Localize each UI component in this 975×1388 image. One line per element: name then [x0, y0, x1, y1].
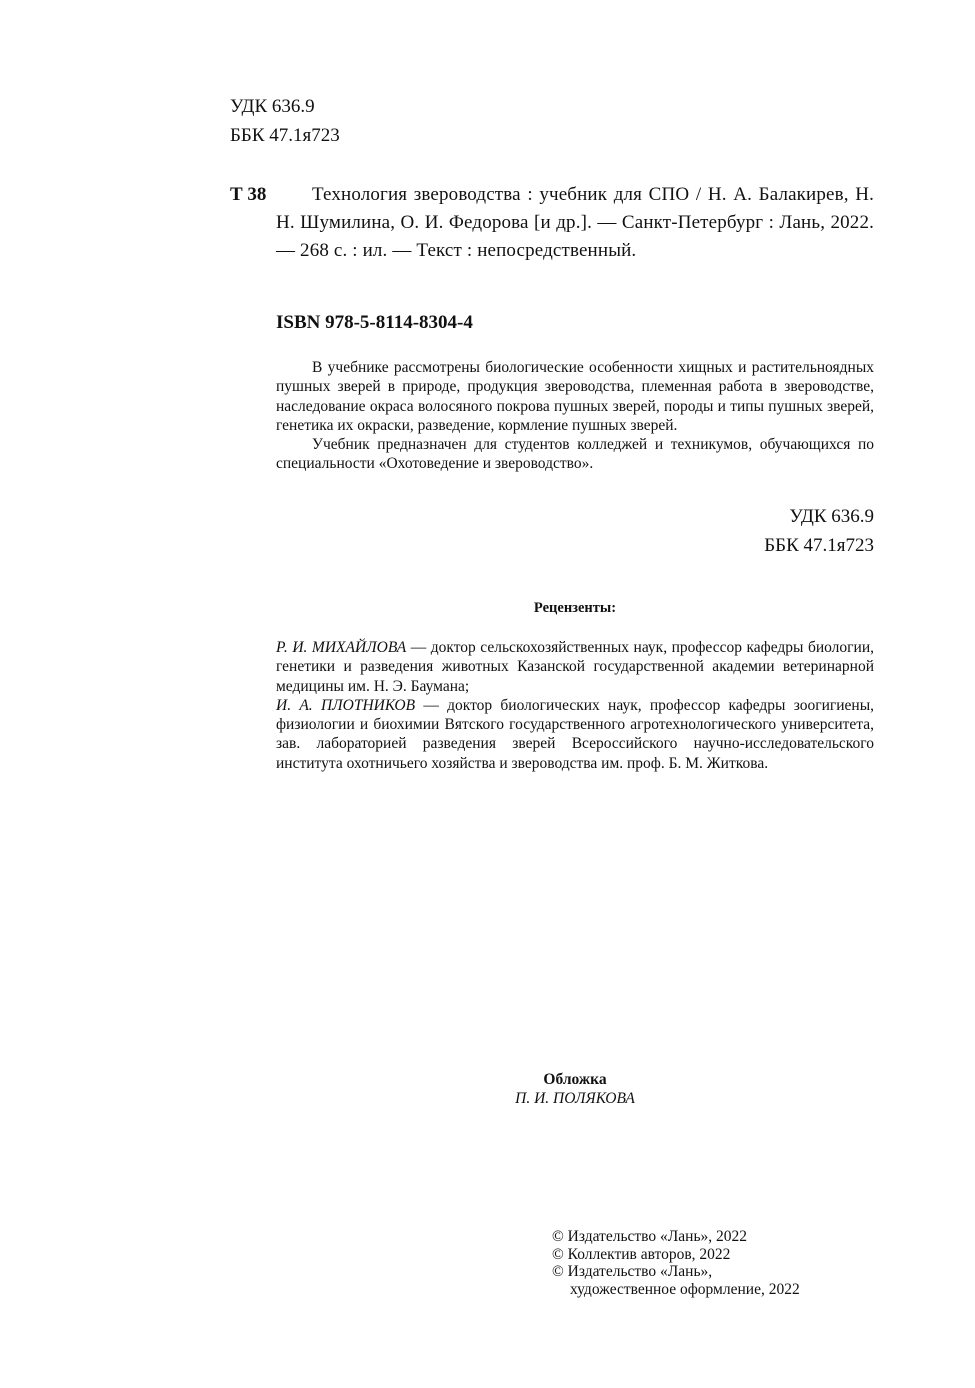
copyright-line: © Издательство «Лань», 2022: [552, 1228, 748, 1245]
annotation-paragraph: В учебнике рассмотрены биологические особенности хищных и растительноядных пушных зверей в природе, продукция звероводства, племенная работа в звероводстве, наследование окраса волосяного покрова пушных зверей, породы и типы пушных зверей, генетика их окраски, разведение, кормление пушных зверей.: [276, 359, 874, 434]
isbn: ISBN 978-5-8114-8304-4: [276, 312, 473, 333]
author-mark: Т 38: [230, 184, 267, 205]
reviewer-entry: [276, 696, 874, 773]
cover-label: Обложка: [543, 1071, 607, 1088]
udk-bbk-footer: [600, 502, 874, 560]
cover-credit: [276, 1070, 874, 1108]
reviewers-list: [276, 638, 874, 773]
copyright-line: © Коллектив авторов, 2022: [552, 1245, 731, 1263]
bbk-code: ББК 47.1я723: [230, 125, 340, 146]
reviewer-description: — доктор биологических наук, профессор кафедры зоогигиены, физиологии и биохимии Вятского государственного агротехнологического университета, зав. лабораторией разведения зверей Всероссийского научно-исследовательского института охотничьего хозяйства и звероводства им. проф. Б. М. Житкова.: [276, 696, 874, 772]
reviewer-entry: [276, 638, 874, 696]
bbk-code: ББК 47.1я723: [764, 535, 874, 556]
udk-code: УДК 636.9: [230, 96, 315, 117]
cover-artist: П. И. ПОЛЯКОВА: [515, 1090, 635, 1107]
reviewers-heading: Рецензенты:: [533, 600, 617, 616]
reviewer-name: Р. И. МИХАЙЛОВА: [276, 639, 407, 656]
copyright-line: © Издательство «Лань»,: [552, 1263, 713, 1280]
annotation: [276, 358, 874, 474]
reviewer-description: — доктор сельскохозяйственных наук, профессор кафедры биологии, генетики и разведения животных Казанской государственной академии ветеринарной медицины им. Н. Э. Баумана;: [276, 639, 874, 695]
copyright-block: [552, 1228, 800, 1298]
reviewer-name: И. А. ПЛОТНИКОВ: [276, 696, 416, 714]
udk-bbk-header: [230, 92, 340, 150]
copyright-line: художественное оформление, 2022: [570, 1280, 800, 1298]
udk-code: УДК 636.9: [789, 506, 874, 527]
bibliographic-description: Технология звероводства : учебник для СПО / Н. А. Балакирев, Н. Н. Шумилина, О. И. Федорова [и др.]. — Санкт-Петербург : Лань, 2022. — 268 с. : ил. — Текст : непосредственный.: [276, 184, 874, 261]
annotation-paragraph: Учебник предназначен для студентов колледжей и техникумов, обучающихся по специальности «Охотоведение и звероводство».: [276, 436, 874, 473]
